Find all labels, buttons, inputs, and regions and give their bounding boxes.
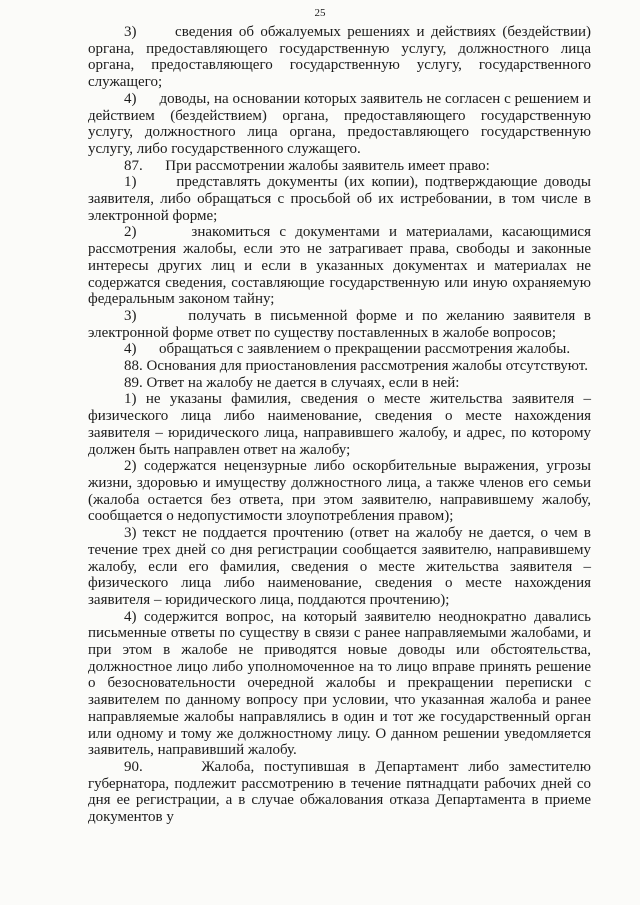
paragraph: 4) содержится вопрос, на который заявителю неоднократно давались письменные ответы по существу в связи с ранее направляемыми жалобами, и при этом в жалобе не приводятся новые доводы или обстоятельства, должностное лицо либо уполномоченное на то лицо вправе принять решение о безосновательности очередной жалобы и прекращении переписки с заявителем по данному вопросу при условии, что указанная жалоба и ранее направляемые жалобы направлялись в один и тот же государственный орган или одному и тому же должностному лицу. О данном решении уведомляется заявитель, направивший жалобу. <box>88 608 591 759</box>
paragraph: 1) представлять документы (их копии), подтверждающие доводы заявителя, либо обращаться с просьбой об их истребовании, в том числе в электронной форме; <box>88 174 591 224</box>
document-body <box>88 24 591 826</box>
paragraph: 4) обращаться с заявлением о прекращении рассмотрения жалобы. <box>124 341 571 358</box>
paragraph: 2) знакомиться с документами и материалами, касающимися рассмотрения жалобы, если это не затрагивает права, свободы и законные интересы других лиц и если в указанных документах и материалах не содержатся сведения, составляющие государственную или иную охраняемую федеральным законом тайну; <box>88 224 591 308</box>
paragraph: 1) не указаны фамилия, сведения о месте жительства заявителя – физического лица либо наименование, сведения о месте нахождения заявителя – юридического лица, направившего жалобу, и адрес, по которому должен быть направлен ответ на жалобу; <box>88 391 591 458</box>
paragraph: 89. Ответ на жалобу не дается в случаях, если в ней: <box>124 374 460 391</box>
paragraph: 2) содержатся нецензурные либо оскорбительные выражения, угрозы жизни, здоровью и имуществу должностного лица, а также членов его семьи (жалоба остается без ответа, при этом заявителю, направившему жалобу, сообщается о недопустимости злоупотребления правом); <box>88 458 591 525</box>
paragraph: 88. Основания для приостановления рассмотрения жалобы отсутствуют. <box>124 358 588 375</box>
paragraph: 90. Жалоба, поступившая в Департамент либо заместителю губернатора, подлежит рассмотрению в течение пятнадцати рабочих дней со дня ее регистрации, а в случае обжалования отказа Департамента в приеме документов у <box>88 758 591 826</box>
page-number: 25 <box>314 7 326 19</box>
paragraph: 3) сведения об обжалуемых решениях и действиях (бездействии) органа, предоставляющего государственную услугу, должностного лица органа, предоставляющего государственную услугу, государственного служащего; <box>88 24 591 91</box>
paragraph: 3) получать в письменной форме и по желанию заявителя в электронной форме ответ по существу поставленных в жалобе вопросов; <box>88 307 591 341</box>
paragraph: 4) доводы, на основании которых заявитель не согласен с решением и действием (бездействием) органа, предоставляющего государственную услугу, должностного лица органа, предоставляющего государственную услугу, либо государственного служащего. <box>88 90 591 157</box>
paragraph: 87. При рассмотрении жалобы заявитель имеет право: <box>124 157 490 174</box>
paragraph: 3) текст не поддается прочтению (ответ на жалобу не дается, о чем в течение трех дней со дня регистрации сообщается заявителю, направившему жалобу, если его фамилия, сведения о месте жительства заявителя – физического лица либо наименование, сведения о месте нахождения заявителя – юридического лица, поддаются прочтению); <box>88 525 591 608</box>
